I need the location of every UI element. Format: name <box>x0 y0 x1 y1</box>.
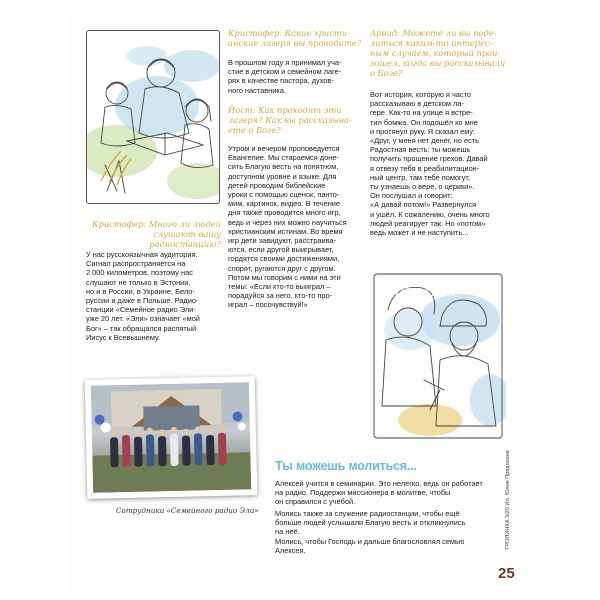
staff-photo <box>85 376 258 499</box>
prayer-heading: Ты можешь молиться... <box>275 459 417 473</box>
prayer-text-2: Молись также за служение радиостанции, чтобы ещё больше людей услышали Благую весть и откликнулись на неё. <box>275 509 466 537</box>
watermark: DIRECTBOOK <box>360 285 458 300</box>
answer-camps: В прошлом году я принимал уча- стие в детском и семейном лаге- рях в качестве пастора, духов- ного наставника. <box>228 58 342 95</box>
photo-caption: Сотрудники «Семейного радио Эли» <box>116 506 259 515</box>
credit-text: ТРОПИНКА 3/20 Ил. Юлия Прядохина <box>505 450 511 550</box>
answer-story: Вот история, которую я часто рассказываю в детском ла- гере. Как-то на улице я встре- тил бомжа. Он подошёл ко мне и протянул руку. Я сказал ему: «Друг, у меня нет денег, но есть Радостная весть: ты можешь получить прощение грехов. Давай я отвезу тебя в реабилитацион- ный центр, там тебе помогут, ты узнаешь о вере, о церкви». Он послушал и говорит: «А давай потом!» Развернулся и ушёл. К сожалению, очень много людей реагирует так. Но «потом» ведь может и не наступить... <box>370 90 490 238</box>
page-number: 25 <box>498 565 515 582</box>
prayer-text-3: Молись, чтобы Господь и дальше благословлял семью Алексея. <box>275 537 465 556</box>
family-drawing <box>87 31 219 203</box>
question-christopher-radio: Кристофер: Много ли людей слушают вашу радиостанцию? <box>92 219 221 249</box>
question-yost-camps: Йост: Как проходят эти лагеря? Как вы рассказыва- ете о Боге? <box>228 105 352 135</box>
question-arvid-story: Арвид: Можете ли вы поде- литься каким-то интерес- ным случаем, который прои- зошел, когда вы рассказывали о Боге? <box>370 28 506 78</box>
answer-radio-audience: У нас русскоязычная аудитория. Сигнал распространяется на 2 000 километров, поэтому нас слушают не только в Эстонии, но и в России, в Украине, Бело- руссии и даже в Польше. Радио- станции «Семейное радио Эли- уже 20 лет. «Эли» означает «мой Бог» – так обращался распятый Иисус к Всевышнему. <box>86 250 200 342</box>
illustration-family-reading <box>86 30 220 204</box>
prayer-text-1: Алексей учится в семинарии. Это нелегко, ведь он работает на радио. Поддержи миссионера в молитве, чтобы он справился с учёбой. <box>275 479 483 507</box>
question-christopher-camps: Кристофер: Какие христи- анские лагеря вы проводите? <box>228 28 362 48</box>
answer-gospel: Утром и вечером проповедуется Евангелие. Мы стараемся доне- сить Благую весть на понятном, доступном уровне и языке. Для детей проводим библейские уроки с помощью сценок, панто- мим, картинок, видео. В течение дня также проводится много игр, ведь и через них можно научиться христианским истинам. Во время игр дети завидуют, расстраива- ются, если другой выигрывает, гордятся своими достижениями, спорят, ругаются друг с другом. Потом мы говорим с ними на эти темы: «Если кто-то выиграл – порадуйся за него, кто-то про- играл – посочувствуй!» <box>228 144 347 310</box>
staff-group-image <box>91 382 251 493</box>
illustrator-credit <box>505 420 515 560</box>
